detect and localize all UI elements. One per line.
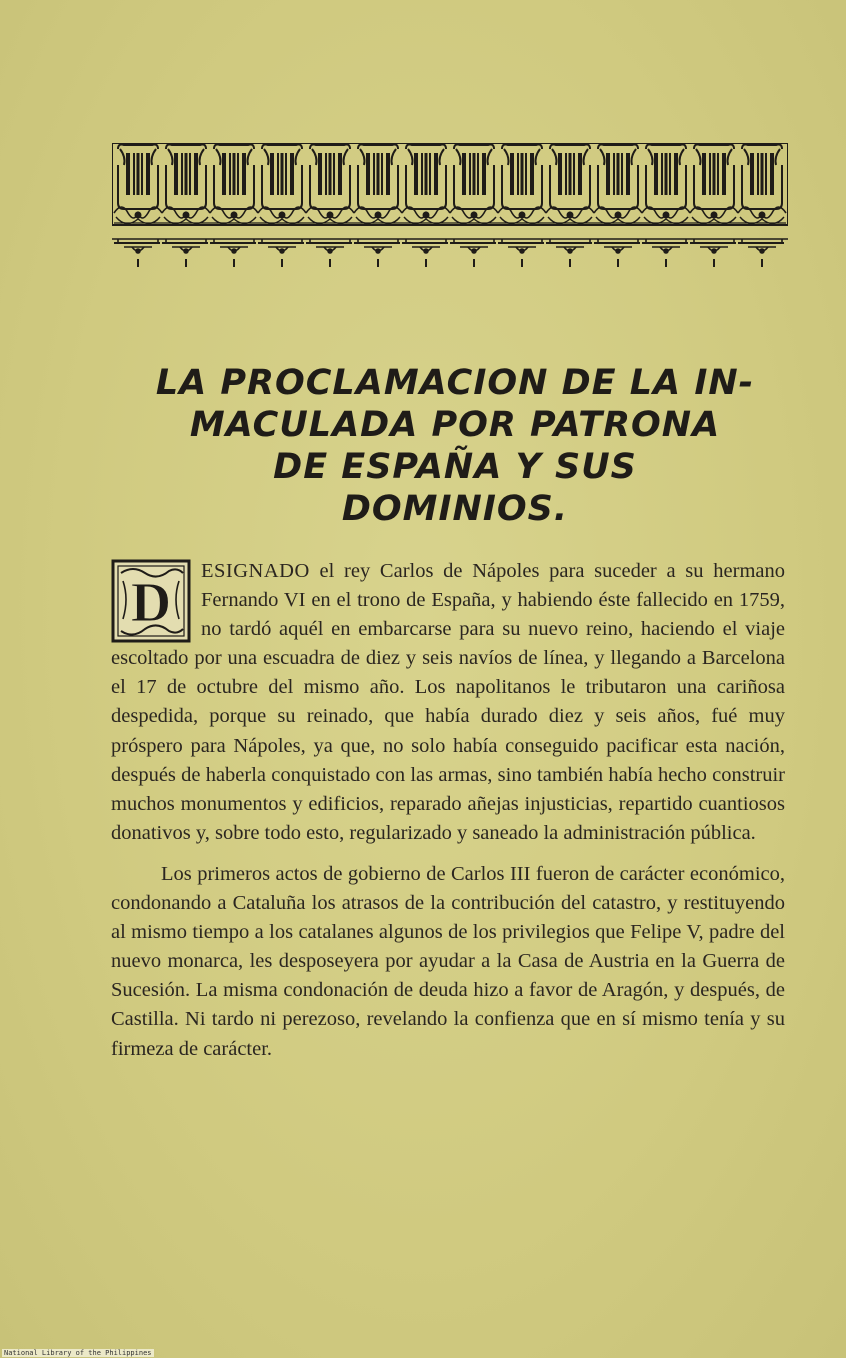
title-line-3: DE ESPAÑA Y SUS	[273, 447, 637, 487]
title-line-4: DOMINIOS.	[341, 489, 569, 529]
first-word: ESIGNADO	[201, 560, 310, 582]
title-line-1: LA PROCLAMACION DE LA IN-	[155, 363, 755, 403]
paragraph-1-text: el rey Carlos de Nápoles para suceder a su hermano Fernando VI en el trono de España, y habiendo éste fallecido en 1759, no tardó aquél en embarcarse para su nuevo reino, haciendo el viaje escoltado por una escuadra de diez y seis navíos de línea, y llegando a Barcelona el 17 de octubre del mismo año. Los napolitanos le tributaron una cariñosa despedida, porque su reinado, que había durado diez y seis años, fué muy próspero para Nápoles, ya que, no solo había conseguido pacificar esta nación, después de haberla conquistado con las armas, sino también había hecho construir muchos monumentos y edificios, reparado añejas injusticias, repartido cuantiosos donativos y, sobre todo esto, regularizado y saneado la administración pública.	[111, 560, 785, 844]
chapter-title	[110, 362, 800, 530]
title-line-2: MACULADA POR PATRONA	[189, 405, 721, 445]
library-watermark: National Library of the Philippines	[4, 1349, 152, 1357]
paragraph-1	[111, 557, 785, 848]
drop-cap-ornament	[111, 559, 191, 643]
paragraph-2: Los primeros actos de gobierno de Carlos III fueron de carácter económico, condonando a Cataluña los atrasos de la contribución del catastro, y restituyendo al mismo tiempo a los catalanes algunos de los privilegios que Felipe V, padre del nuevo monarca, les desposeyera por ayudar a la Casa de Austria en la Guerra de Sucesión. La misma condonación de deuda hizo a favor de Aragón, y después, de Castilla. Ni tardo ni perezoso, revelando la confienza que en sí mismo tenía y su firmeza de carácter.	[111, 862, 785, 1060]
decorative-header-ornament	[112, 143, 788, 273]
body-text	[111, 557, 785, 1064]
drop-cap-letter: D	[130, 572, 172, 634]
